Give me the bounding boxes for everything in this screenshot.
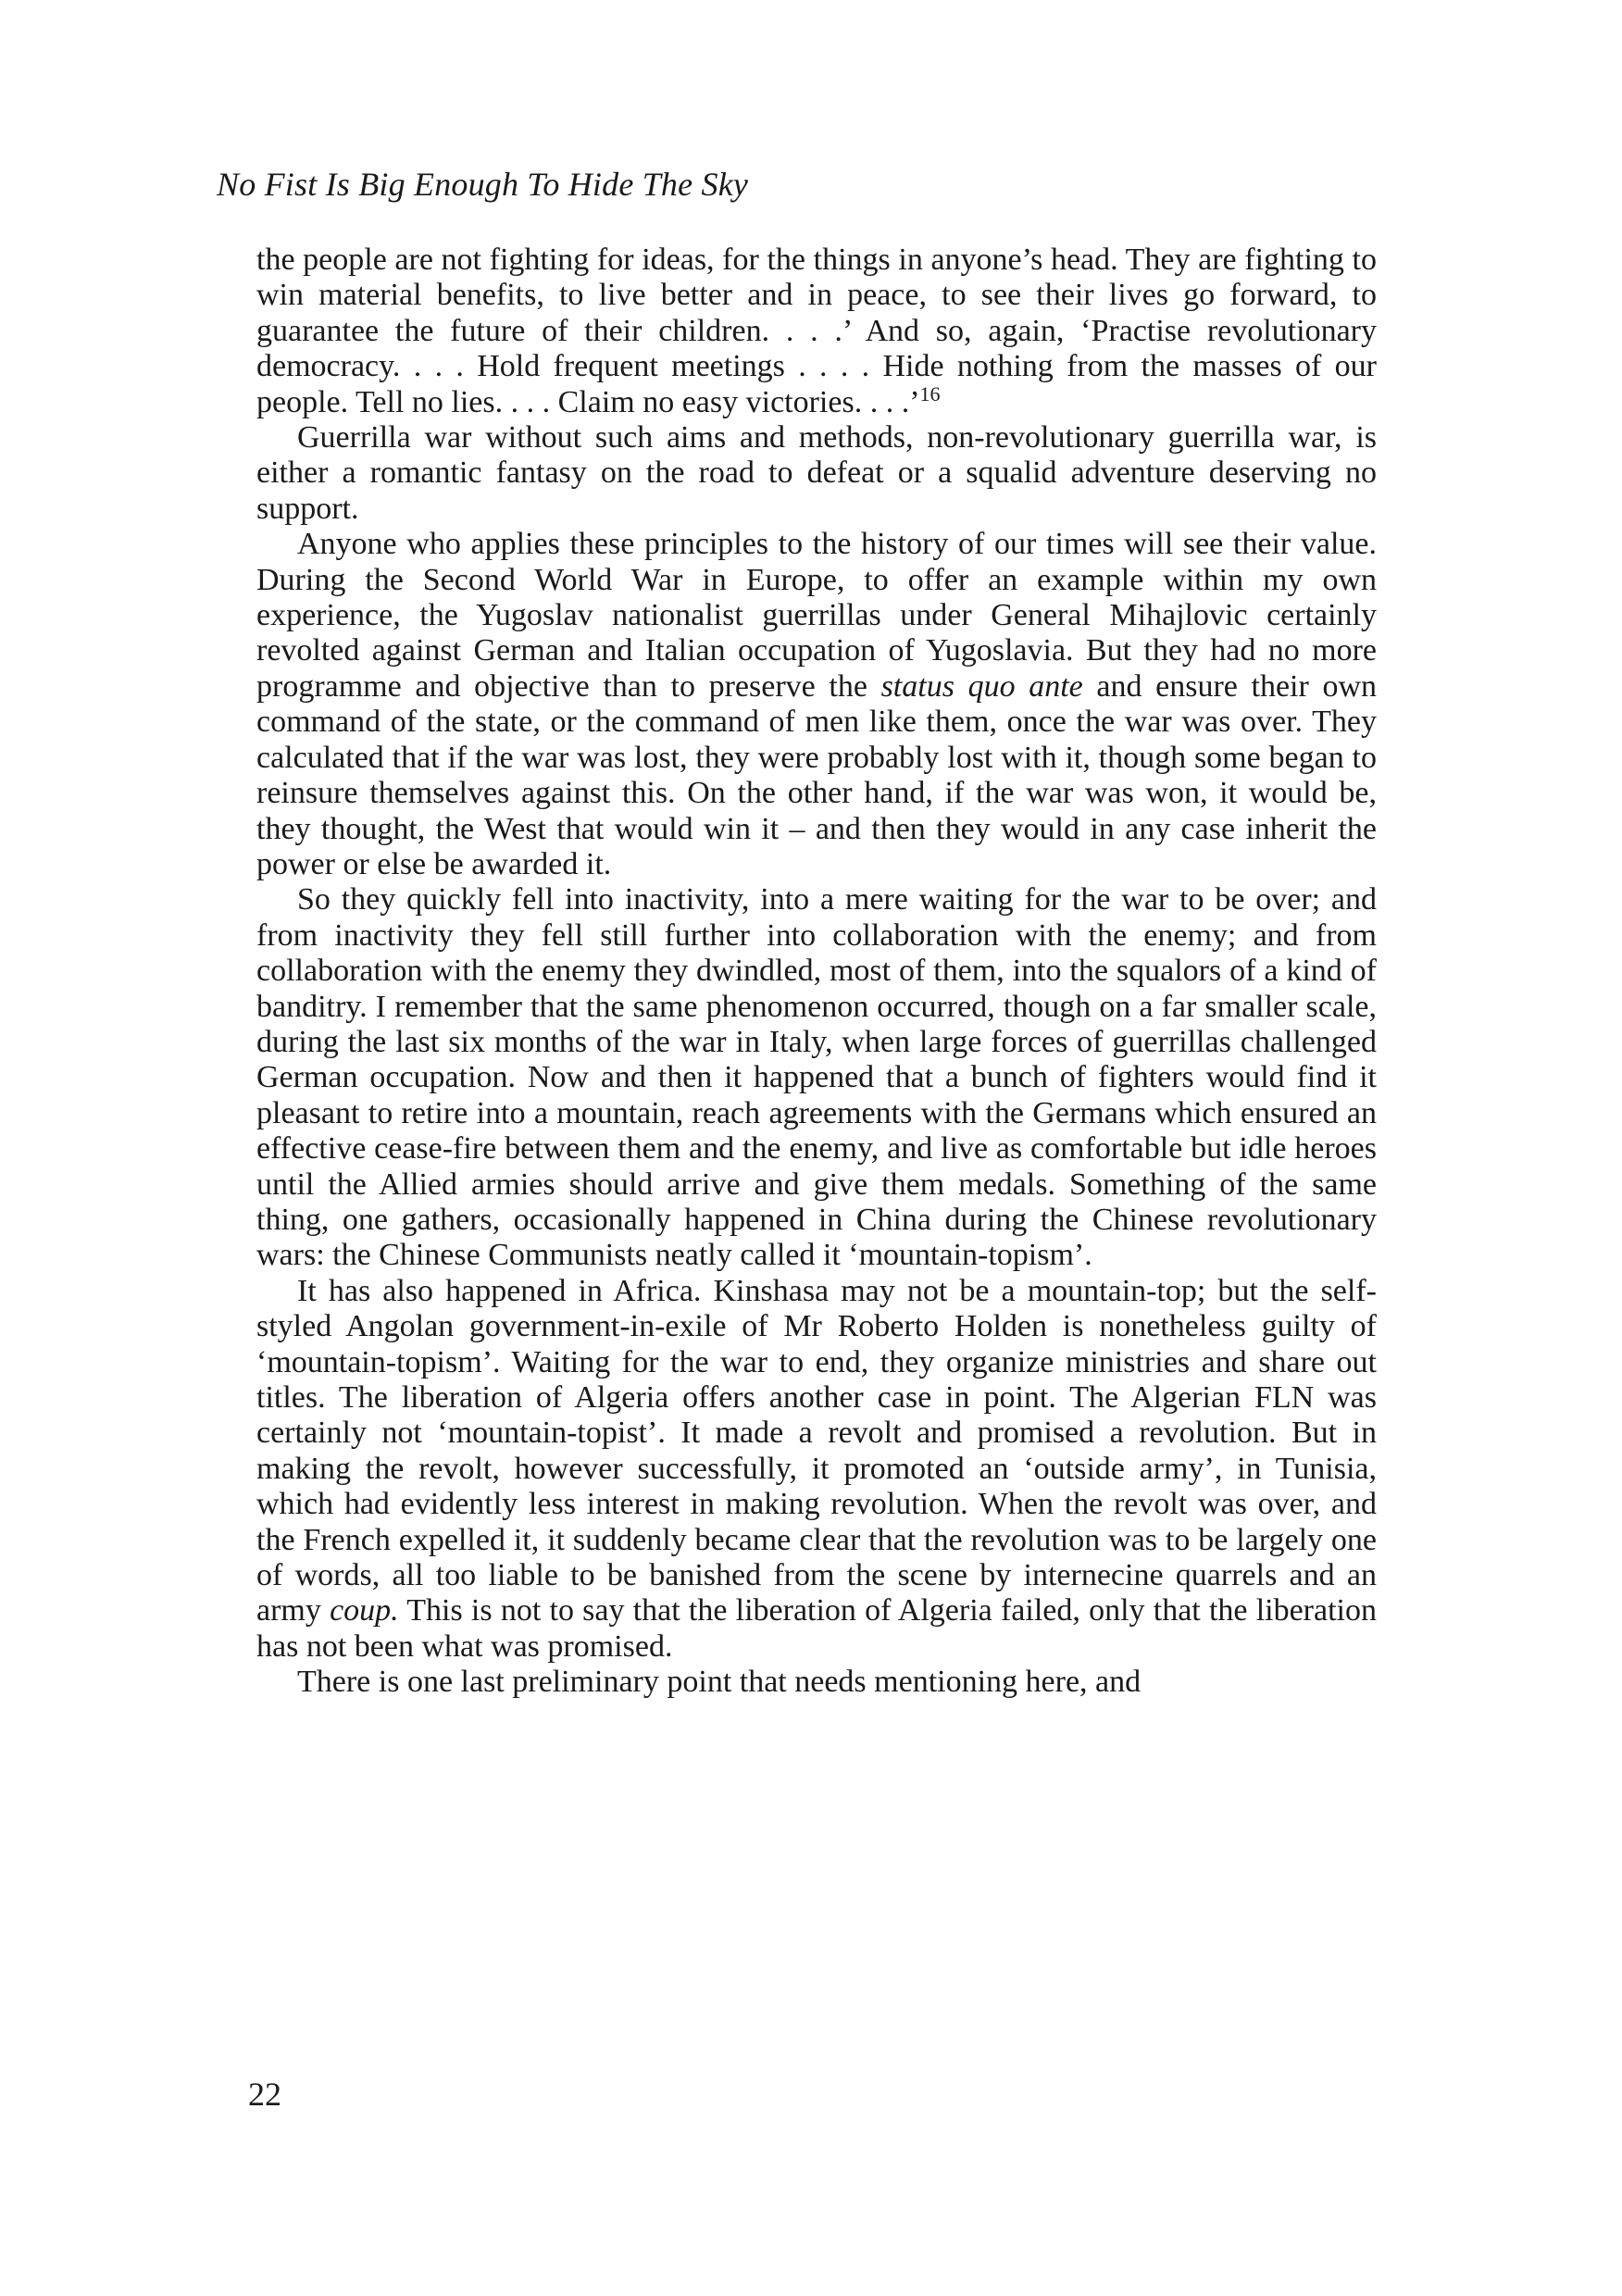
paragraph-continued xyxy=(256,243,1377,420)
paragraph-yugoslav-example xyxy=(256,527,1377,882)
paragraph-text: It has also happened in Africa. Kinshasa may not be a mountain-top; but the self-styled Angolan government-in-exile of Mr Roberto Holden is nonetheless guilty of ‘mountain-topism’. Waiting for the war to end, they organize ministries and share out titles. The liberation of Algeria offers another case in point. The Algerian FLN was certainly not ‘mountain-topist’. It made a revolt and promised a revolution. But in making the revolt, however successfully, it promoted an ‘outside army’, in Tunisia, which had evidently less interest in making revolution. When the revolt was over, and the French expelled it, it suddenly became clear that the revolution was to be largely one of words, all too liable to be banished from the scene by internecine quarrels and an army xyxy=(256,1273,1377,1628)
italic-phrase: coup. xyxy=(330,1593,399,1628)
paragraph-text: and ensure their own command of the state, or the command of men like them, once the war was over. They calculated that if the war was lost, they were probably lost with it, though some began to reinsure themselves against this. On the other hand, if the war was won, it would be, they thought, the West that would win it – and then they would in any case inherit the power or else be awarded it. xyxy=(256,668,1377,881)
body-text xyxy=(256,243,1377,1701)
paragraph-last-point: There is one last preliminary point that needs mentioning here, and xyxy=(297,1665,1142,1700)
paragraph-guerrilla-war: Guerrilla war without such aims and methods, non-revolutionary guerrilla war, is either a romantic fantasy on the road to defeat or a squalid adventure deserving no support. xyxy=(256,420,1377,526)
page-number: 22 xyxy=(248,2076,281,2113)
paragraph-africa xyxy=(256,1274,1377,1665)
paragraph-inactivity: So they quickly fell into inactivity, into a mere waiting for the war to be over; and from inactivity they fell still further into collaboration with the enemy; and from collaboration with the enemy they dwindled, most of them, into the squalors of a kind of banditry. I remember that the same phenomenon occurred, though on a far smaller scale, during the last six months of the war in Italy, when large forces of guerrillas challenged German occupation. Now and then it happened that a bunch of fighters would find it pleasant to retire into a mountain, reach agreements with the Germans which ensured an effective cease-fire between them and the enemy, and live as comfortable but idle heroes until the Allied armies should arrive and give them medals. Something of the same thing, one gathers, occasionally happened in China during the Chinese revolutionary wars: the Chinese Communists neatly called it ‘mountain-topism’. xyxy=(256,882,1377,1273)
paragraph-continued-text: the people are not fighting for ideas, for the things in anyone’s head. They are fighting to win material benefits, to live better and in peace, to see their lives go forward, to guarantee the future of their children. . . .’ And so, again, ‘Practise revolutionary democracy. . . . Hold frequent meetings . . . . Hide nothing from the masses of our people. Tell no lies. . . . Claim no easy victories. . . .’ xyxy=(256,243,1377,419)
running-head: No Fist Is Big Enough To Hide The Sky xyxy=(217,166,749,203)
paragraph-text: This is not to say that the liberation of Algeria failed, only that the liberation has not been what was promised. xyxy=(256,1593,1377,1664)
italic-phrase: status quo ante xyxy=(880,668,1083,704)
footnote-reference: 16 xyxy=(919,381,941,406)
paragraph-text: Anyone who applies these principles to the history of our times will see their value. During the Second World War in Europe, to offer an example within my own experience, the Yugoslav nationalist guerrillas under General Mihajlovic certainly revolted against German and Italian occupation of Yugoslavia. But they had no more programme and objective than to preserve the xyxy=(256,527,1377,704)
